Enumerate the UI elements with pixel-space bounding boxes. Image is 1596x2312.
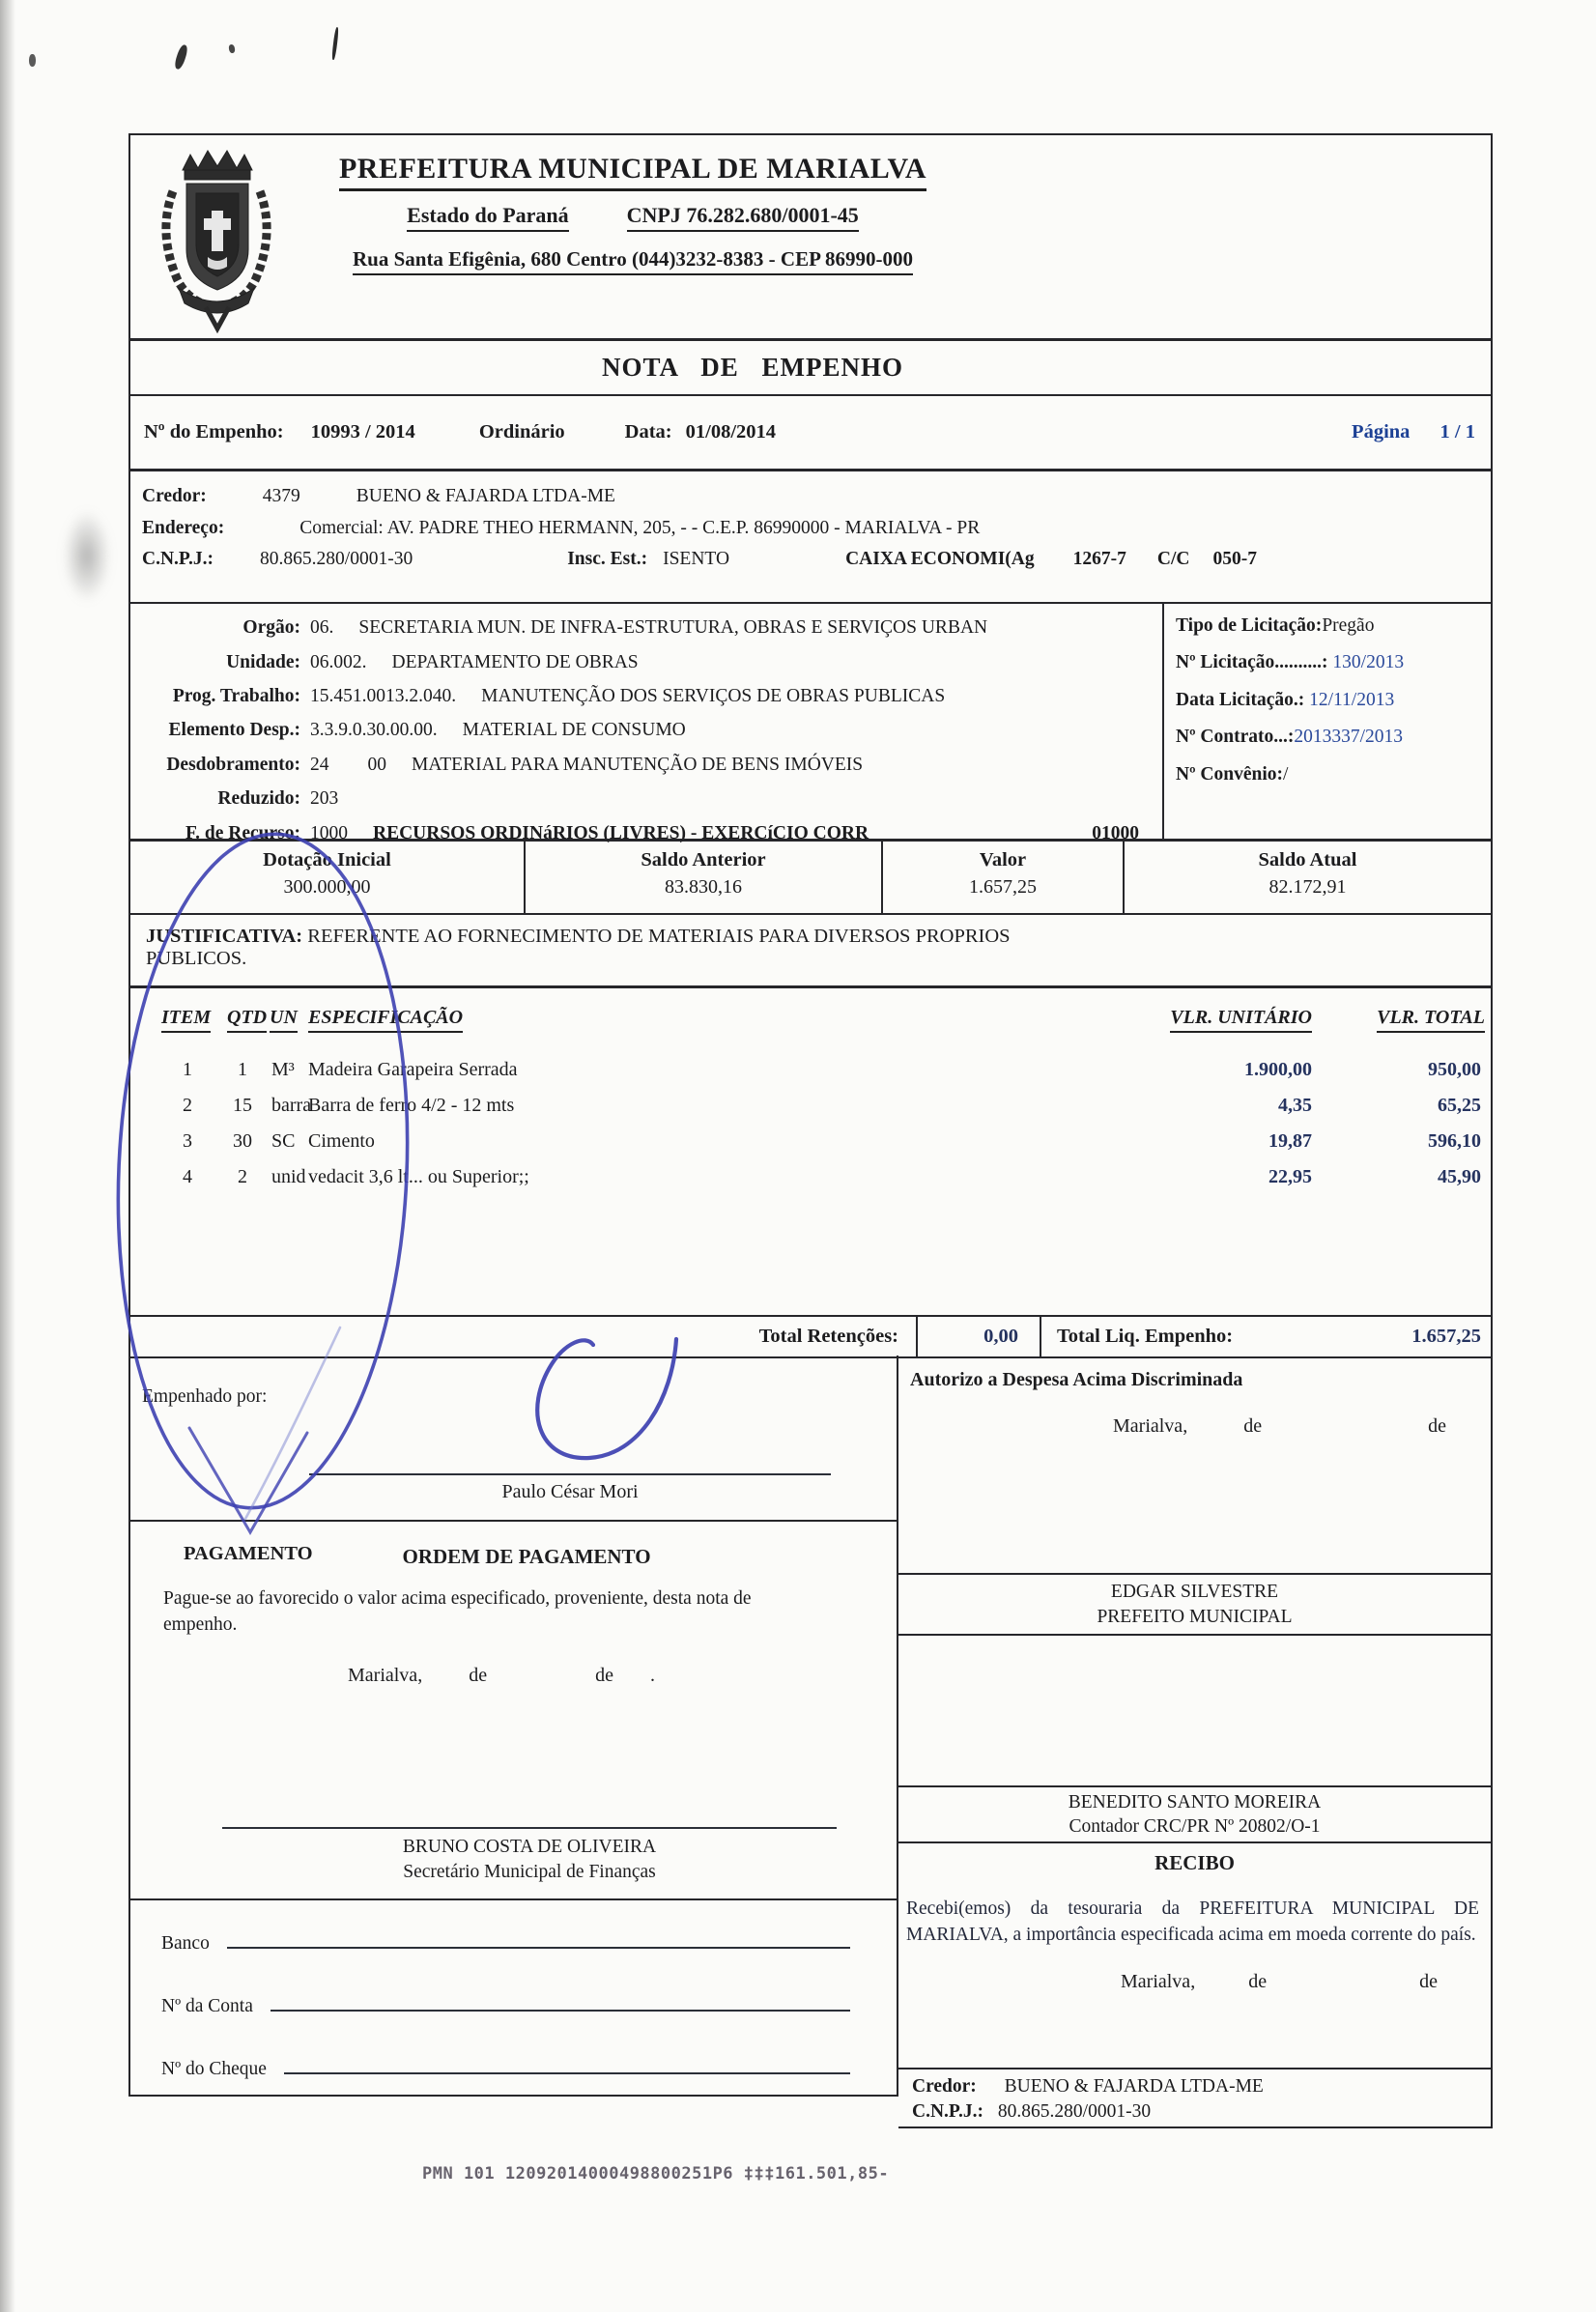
page-value: 1 / 1: [1439, 421, 1475, 442]
creditor-address: Comercial: AV. PADRE THEO HERMANN, 205, - - C.E.P. 86990000 - MARIALVA - PR: [299, 518, 981, 538]
account-field-row: [161, 1992, 850, 2017]
state-label: Estado do Paraná: [407, 203, 568, 232]
date-dot: .: [649, 1665, 655, 1686]
empenho-info-bar: [128, 394, 1493, 471]
account-number: 050-7: [1212, 549, 1257, 569]
scan-artifact: [173, 43, 189, 71]
bidding-date-label: Data Licitação.:: [1176, 689, 1305, 710]
city-label: Marialva,: [1113, 1415, 1188, 1437]
balances-section: [128, 839, 1493, 915]
org-name: PREFEITURA MUNICIPAL DE MARIALVA: [339, 153, 926, 191]
row-label: Unidade:: [226, 651, 300, 672]
budget-row-desdobramento: [130, 748, 1162, 782]
creditor-label: Credor:: [142, 486, 207, 506]
contract-number-row: [1176, 727, 1491, 748]
bank-name: CAIXA ECONOMI(Ag: [845, 549, 1035, 569]
document-title: NOTA DE EMPENHO: [128, 338, 1493, 396]
account-label: C/C: [1156, 549, 1190, 569]
items-table: [128, 985, 1493, 1317]
balance-value: 1.657,25: [969, 876, 1037, 898]
item-total-price: 596,10: [1428, 1130, 1481, 1152]
retentions-value: 0,00: [918, 1317, 1041, 1356]
payment-date-line: [130, 1665, 897, 1687]
justification-text-line2: PUBLICOS.: [146, 947, 247, 969]
item-row: [130, 1166, 1491, 1195]
date-de: de: [1419, 1971, 1438, 1992]
left-column: [128, 1356, 898, 2097]
item-qty: 15: [233, 1095, 252, 1116]
receipt-text: Recebi(emos) da tesouraria da PREFEITURA MUNICIPAL DE MARIALVA, a importância especificada acima em moeda corrente do país.: [906, 1898, 1479, 1945]
balance-label: Dotação Inicial: [263, 849, 391, 871]
bidding-number-value: 130/2013: [1332, 652, 1405, 672]
empenho-type: Ordinário: [478, 421, 565, 442]
date-label: Data:: [624, 421, 672, 442]
coat-of-arms-icon: [144, 143, 289, 336]
row-extra-code: 01000: [1092, 822, 1139, 843]
date-de: de: [1248, 1971, 1268, 1992]
bidding-panel: [1162, 604, 1491, 840]
row-code: 24: [310, 754, 329, 775]
creditor-section: [128, 469, 1493, 604]
scan-artifact: [331, 27, 339, 60]
row-label: F. de Recurso:: [185, 822, 300, 843]
cnpj-value: 80.865.280/0001-30: [997, 2101, 1152, 2122]
liq-total-cell: [1041, 1326, 1491, 1348]
row-code: 3.3.9.0.30.00.00.: [310, 720, 438, 741]
item-unit: unid: [271, 1166, 306, 1187]
signer-role: Contador CRC/PR Nº 20802/O-1: [1069, 1816, 1321, 1837]
row-code: 15.451.0013.2.040.: [310, 685, 457, 706]
item-qty: 30: [233, 1130, 252, 1152]
row-code: 1000: [310, 822, 348, 843]
justification-label: JUSTIFICATIVA:: [146, 925, 303, 947]
validator-stamp-text: PMN 101 12092014000498800251P6 ‡‡‡161.501,85-: [422, 2164, 890, 2184]
totals-row: [128, 1315, 1493, 1358]
balance-value: 82.172,91: [1268, 876, 1347, 898]
balance-label: Valor: [979, 849, 1027, 871]
justification-section: [128, 913, 1493, 988]
committed-by-label: Empenhado por:: [142, 1386, 268, 1407]
liq-total-label: Total Liq. Empenho:: [1057, 1325, 1234, 1347]
row-desc: MANUTENÇÃO DOS SERVIÇOS DE OBRAS PUBLICAS: [481, 685, 946, 706]
budget-row-unidade: [130, 645, 1162, 679]
accountant-signature: [898, 1787, 1491, 1843]
date-de: de: [595, 1665, 613, 1686]
row-desc: DEPARTAMENTO DE OBRAS: [391, 651, 639, 672]
date-de: de: [1243, 1415, 1263, 1437]
city-label: Marialva,: [1121, 1971, 1196, 1992]
item-qty: 2: [238, 1166, 247, 1187]
balance-value: 300.000,00: [283, 876, 371, 898]
agreement-number-label: Nº Convênio:: [1176, 763, 1283, 785]
creditor-row: [142, 486, 1491, 507]
authorization-title: Autorizo a Despesa Acima Discriminada: [910, 1369, 1243, 1390]
item-spec: vedacit 3,6 lt... ou Superior;;: [308, 1166, 529, 1187]
item-qty: 1: [238, 1059, 247, 1080]
signer-name: Paulo César Mori: [501, 1481, 639, 1502]
empenho-number: 10993 / 2014: [310, 421, 415, 442]
payment-text: Pague-se ao favorecido o valor acima especificado, proveniente, desta nota de empenho.: [163, 1588, 752, 1635]
receipt-block: [898, 1851, 1491, 2136]
city-label: Marialva,: [348, 1665, 423, 1686]
item-number: 2: [183, 1095, 192, 1116]
item-unit-price: 4,35: [1278, 1095, 1312, 1116]
creditor-label: Credor:: [912, 2076, 977, 2097]
item-unit: SC: [271, 1130, 296, 1152]
cheque-field-label: Nº do Cheque: [161, 2059, 267, 2079]
state-registration-value: ISENTO: [663, 549, 730, 569]
agreement-number-value: /: [1282, 763, 1289, 785]
col-header-un: UN: [270, 1007, 298, 1033]
payment-block: [130, 1522, 897, 1900]
signer-name: EDGAR SILVESTRE: [1110, 1582, 1279, 1602]
payment-title: PAGAMENTO: [184, 1543, 313, 1564]
item-spec: Cimento: [308, 1130, 375, 1152]
scan-smudge: [64, 510, 110, 602]
col-header-qtd: QTD: [227, 1007, 267, 1033]
state-registration-label: Insc. Est.:: [567, 549, 648, 569]
row-label: Elemento Desp.:: [168, 720, 300, 741]
committed-by-block: [130, 1356, 897, 1522]
row-label: Reduzido:: [217, 788, 300, 810]
row-label: Orgão:: [242, 617, 300, 639]
item-row: [130, 1130, 1491, 1159]
page-label: Página: [1352, 421, 1411, 442]
cnpj-row: [142, 549, 1491, 570]
receipt-title: RECIBO: [1154, 1851, 1235, 1874]
signature-line: [222, 1827, 837, 1829]
creditor-code: 4379: [262, 486, 300, 506]
signer-name: BRUNO COSTA DE OLIVEIRA: [402, 1837, 657, 1857]
address-row: [142, 518, 1491, 539]
signature-space: [898, 1636, 1491, 1787]
row-code: 203: [310, 788, 339, 810]
retentions-label: Total Retenções:: [130, 1317, 918, 1356]
receipt-date-line: [898, 1971, 1491, 1993]
right-column: [898, 1356, 1493, 2128]
budget-section: [128, 602, 1493, 842]
balance-value: 83.830,16: [665, 876, 742, 898]
item-row: [130, 1095, 1491, 1124]
creditor-name: BUENO & FAJARDA LTDA-ME: [356, 486, 615, 506]
item-unit-price: 22,95: [1268, 1166, 1312, 1187]
budget-row-reduzido: [130, 782, 1162, 815]
agreement-number-row: [1176, 764, 1491, 785]
signer-role: PREFEITO MUNICIPAL: [1097, 1607, 1293, 1627]
row-desc: SECRETARIA MUN. DE INFRA-ESTRUTURA, OBRAS E SERVIÇOS URBAN: [358, 617, 988, 639]
row-desc: MATERIAL DE CONSUMO: [462, 720, 686, 741]
row-code: 06.002.: [310, 651, 367, 672]
header-cnpj: CNPJ 76.282.680/0001-45: [627, 203, 859, 232]
authorization-date-line: [898, 1415, 1491, 1438]
bank-fields-block: [130, 1900, 897, 2094]
signer-role: Secretário Municipal de Finanças: [403, 1862, 656, 1882]
date-de: de: [469, 1665, 488, 1686]
liq-total-value: 1.657,25: [1411, 1325, 1481, 1347]
balance-cell-saldo-atual: [1123, 841, 1491, 913]
header-text: [295, 153, 971, 275]
budget-row-elemento: [130, 714, 1162, 748]
col-header-item: ITEM: [161, 1007, 211, 1033]
finance-secretary-signature: [222, 1835, 837, 1885]
creditor-cnpj: 80.865.280/0001-30: [260, 549, 413, 569]
item-total-price: 45,90: [1438, 1166, 1481, 1187]
address-line: Rua Santa Efigênia, 680 Centro (044)3232-8383 - CEP 86990-000: [353, 247, 913, 275]
item-total-price: 950,00: [1428, 1059, 1481, 1080]
item-row: [130, 1059, 1491, 1088]
item-spec: Barra de ferro 4/2 - 12 mts: [308, 1095, 515, 1116]
bidding-type-value: Pregão: [1322, 614, 1375, 636]
budget-row-orgao: [130, 612, 1162, 645]
item-total-price: 65,25: [1438, 1095, 1481, 1116]
row-desc: RECURSOS ORDINáRIOS (LIVRES) - EXERCíCIO CORR: [373, 822, 869, 843]
cnpj-label: C.N.P.J.:: [912, 2101, 984, 2122]
justification-text-line1: REFERENTE AO FORNECIMENTO DE MATERIAIS PARA DIVERSOS PROPRIOS: [307, 925, 1011, 947]
signature-line: [309, 1473, 831, 1475]
item-number: 4: [183, 1166, 192, 1187]
date-de: de: [1428, 1415, 1446, 1437]
balance-label: Saldo Anterior: [641, 849, 766, 871]
item-spec: Madeira Garapeira Serrada: [308, 1059, 518, 1080]
col-header-vlr-unitario: VLR. UNITÁRIO: [1170, 1007, 1312, 1033]
creditor-name: BUENO & FAJARDA LTDA-ME: [1004, 2076, 1264, 2097]
item-unit-price: 19,87: [1268, 1130, 1312, 1152]
budget-row-prog-trabalho: [130, 679, 1162, 713]
blank-fill-line: [271, 1992, 850, 2012]
date-value: 01/08/2014: [685, 421, 777, 442]
item-number: 1: [183, 1059, 192, 1080]
bank-field-row: [161, 1929, 850, 1955]
receipt-creditor-box: [898, 2068, 1491, 2136]
balance-cell-saldo-anterior: [524, 841, 881, 913]
empenho-number-label: Nº do Empenho:: [144, 421, 284, 442]
scan-artifact: [29, 54, 36, 67]
col-header-espec: ESPECIFICAÇÃO: [308, 1007, 463, 1033]
cheque-field-row: [161, 2055, 850, 2080]
bank-field-label: Banco: [161, 1933, 210, 1954]
item-unit: M³: [271, 1059, 295, 1080]
authorization-block: [898, 1356, 1491, 1575]
bidding-date-value: 12/11/2013: [1309, 689, 1395, 710]
row-desc: MATERIAL PARA MANUTENÇÃO DE BENS IMÓVEIS: [412, 754, 864, 775]
blank-fill-line: [284, 2055, 850, 2074]
blank-fill-line: [227, 1929, 850, 1949]
row-code2: 00: [367, 754, 386, 775]
signatures-section: [128, 1356, 1493, 2128]
budget-classification: [130, 604, 1162, 843]
payment-order-title: ORDEM DE PAGAMENTO: [402, 1545, 651, 1568]
scan-artifact: [228, 43, 236, 53]
bank-agency: 1267-7: [1072, 549, 1126, 569]
signer-name: BENEDITO SANTO MOREIRA: [1068, 1792, 1322, 1812]
row-code: 06.: [310, 617, 334, 639]
balance-cell-dotacao-inicial: [130, 841, 524, 913]
contract-number-value: 2013337/2013: [1294, 727, 1404, 747]
nota-de-empenho-form: [128, 135, 1493, 2128]
form-header: [128, 133, 1493, 341]
account-field-label: Nº da Conta: [161, 1996, 253, 2016]
col-header-vlr-total: VLR. TOTAL: [1377, 1007, 1485, 1033]
bidding-date-row: [1176, 690, 1491, 711]
page-indicator: [1352, 421, 1491, 443]
bidding-type-label: Tipo de Licitação:: [1176, 614, 1323, 636]
bidding-type-row: [1176, 615, 1491, 637]
item-number: 3: [183, 1130, 192, 1152]
bidding-number-row: [1176, 652, 1491, 673]
creditor-address-label: Endereço:: [142, 518, 225, 538]
balance-label: Saldo Atual: [1258, 849, 1357, 871]
item-unit: barra: [271, 1095, 312, 1116]
contract-number-label: Nº Contrato...:: [1176, 727, 1295, 747]
mayor-signature: [898, 1575, 1491, 1636]
creditor-cnpj-label: C.N.P.J.:: [142, 549, 214, 569]
balance-cell-valor: [881, 841, 1123, 913]
row-label: Desdobramento:: [166, 754, 300, 775]
item-unit-price: 1.900,00: [1244, 1059, 1312, 1080]
bidding-number-label: Nº Licitação..........:: [1176, 652, 1328, 672]
row-label: Prog. Trabalho:: [172, 685, 300, 706]
